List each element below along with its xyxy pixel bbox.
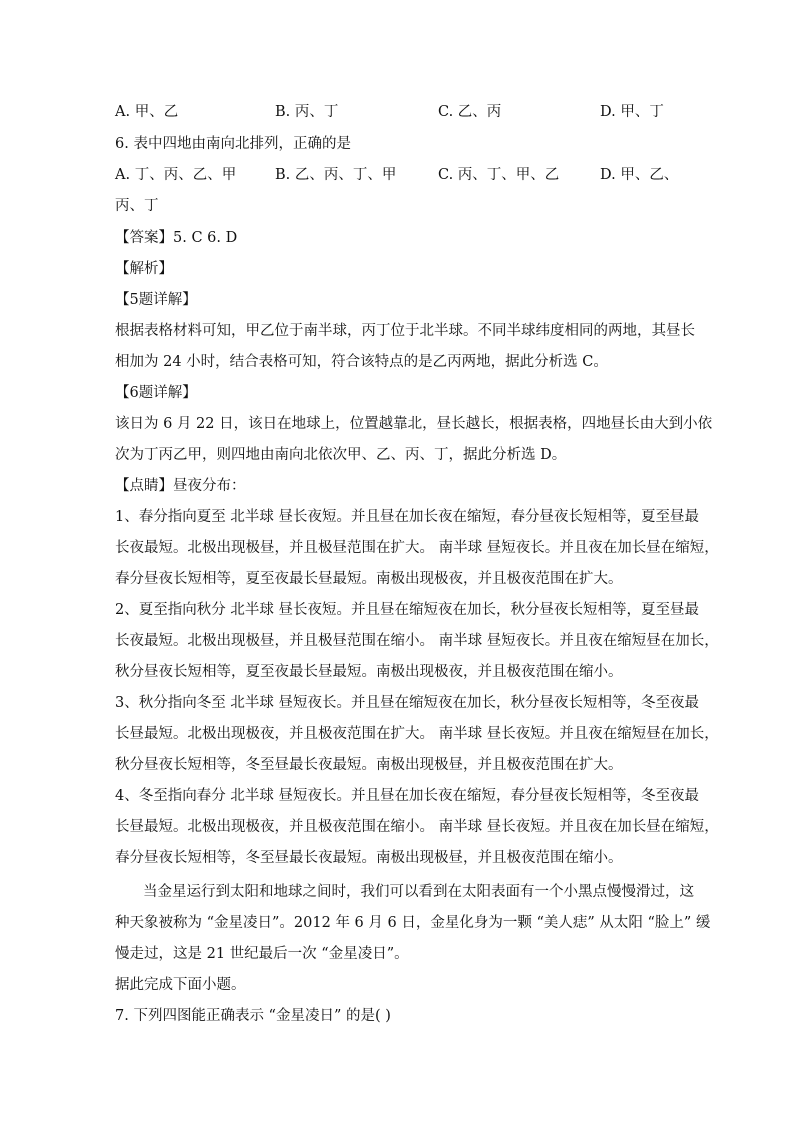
passage-line: 慢走过，这是 21 世纪最后一次 “金星凌日”。: [115, 946, 409, 962]
q6-option-b: B. 乙、丙、丁、甲: [275, 167, 397, 183]
instruction-line: 据此完成下面小题。: [115, 977, 246, 993]
q5-detail-line: 相加为 24 小时，结合表格可知，符合该特点的是乙丙两地，据此分析选 C。: [115, 354, 608, 370]
tip-line: 3、秋分指向冬至 北半球 昼短夜长。并且昼在缩短夜在加长，秋分昼夜长短相等，冬至夜最: [115, 695, 699, 711]
q5-option-d: D. 甲、丁: [600, 104, 664, 120]
passage-line: 当金星运行到太阳和地球之间时，我们可以看到在太阳表面有一个小黑点慢慢滑过，这: [143, 884, 694, 900]
q5-detail-heading: 【5题详解】: [115, 292, 197, 308]
q5-option-c: C. 乙、丙: [438, 104, 502, 120]
tip-line: 长夜最短。北极出现极昼，并且极昼范围在扩大。 南半球 昼短夜长。并且夜在加长昼在缩短，: [115, 540, 719, 556]
tip-line: 春分昼夜长短相等，夏至夜最长昼最短。南极出现极夜，并且极夜范围在扩大。: [115, 571, 623, 587]
q5-option-b: B. 丙、丁: [275, 104, 339, 120]
tip-line: 春分昼夜长短相等，冬至昼最长夜最短。南极出现极昼，并且极夜范围在缩小。: [115, 850, 623, 866]
tip-line: 长夜最短。北极出现极昼，并且极昼范围在缩小。 南半球 昼短夜长。并且夜在缩短昼在加长，: [115, 633, 719, 649]
tip-line: 4、冬至指向春分 北半球 昼短夜长。并且昼在加长夜在缩短，春分昼夜长短相等，冬至夜最: [115, 788, 699, 804]
tip-line: 2、夏至指向秋分 北半球 昼长夜短。并且昼在缩短夜在加长，秋分昼夜长短相等，夏至昼最: [115, 602, 699, 618]
tip-heading: 【点睛】昼夜分布：: [115, 478, 246, 494]
q6-option-d: D. 甲、乙、: [600, 167, 679, 183]
tip-line: 秋分昼夜长短相等，冬至昼最长夜最短。南极出现极昼，并且极夜范围在扩大。: [115, 757, 623, 773]
tip-line: 长昼最短。北极出现极夜，并且极夜范围在扩大。 南半球 昼长夜短。并且夜在缩短昼在加长，: [115, 726, 719, 742]
q6-option-c: C. 丙、丁、甲、乙: [438, 167, 560, 183]
passage-line: 种天象被称为 “金星凌日”。2012 年 6 月 6 日，金星化身为一颗 “美人痣” 从太阳 “脸上” 缓: [115, 915, 711, 931]
q7-stem: 7. 下列四图能正确表示 “金星凌日” 的是( ): [115, 1008, 391, 1024]
answer-line: 【答案】5. C 6. D: [115, 230, 238, 246]
q6-stem: 6. 表中四地由南向北排列，正确的是: [115, 136, 351, 152]
q6-detail-line: 该日为 6 月 22 日，该日在地球上，位置越靠北，昼长越长，根据表格，四地昼长由大到小依: [115, 416, 713, 432]
q5-option-a: A. 甲、乙: [115, 104, 179, 120]
tip-line: 1、春分指向夏至 北半球 昼长夜短。并且昼在加长夜在缩短，春分昼夜长短相等，夏至昼最: [115, 509, 699, 525]
analysis-heading: 【解析】: [115, 261, 173, 277]
q5-detail-line: 根据表格材料可知，甲乙位于南半球，丙丁位于北半球。不同半球纬度相同的两地，其昼长: [115, 323, 695, 339]
q6-detail-heading: 【6题详解】: [115, 385, 197, 401]
tip-line: 秋分昼夜长短相等，夏至夜最长昼最短。南极出现极夜，并且极夜范围在缩小。: [115, 664, 623, 680]
q6-detail-line: 次为丁丙乙甲，则四地由南向北依次甲、乙、丙、丁，据此分析选 D。: [115, 447, 567, 463]
q6-option-a: A. 丁、丙、乙、甲: [115, 167, 237, 183]
tip-line: 长昼最短。北极出现极夜，并且极夜范围在缩小。 南半球 昼长夜短。并且夜在加长昼在缩短，: [115, 819, 719, 835]
q6-option-d-continued: 丙、丁: [115, 198, 159, 214]
